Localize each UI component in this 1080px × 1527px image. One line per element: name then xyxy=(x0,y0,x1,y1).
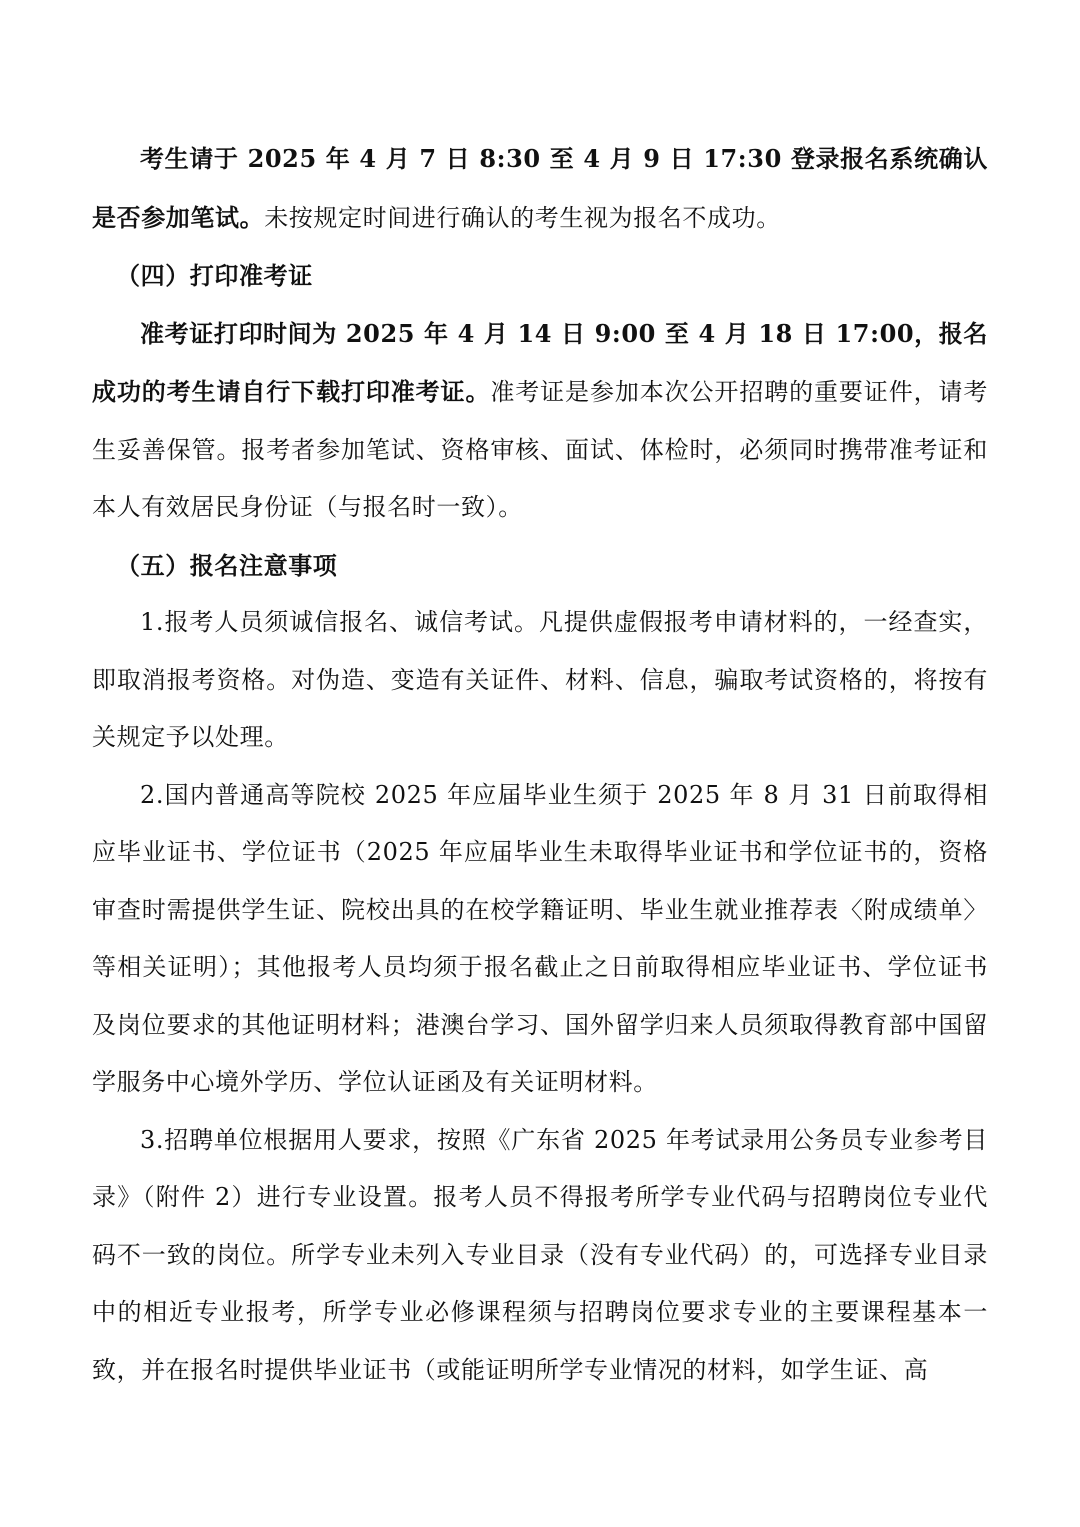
paragraph-graduates: 2.国内普通高等院校 2025 年应届毕业生须于 2025 年 8 月 31 日前取得相应毕业证书、学位证书（2025 年应届毕业生未取得毕业证书和学位证书的，资格审查时需提供学生证、院校出具的在校学籍证明、毕业生就业推荐表〈附成绩单〉等相关证明）；其他报考人员均须于报名截止之日前取得相应毕业证书、学位证书及岗位要求的其他证明材料；港澳台学习、国外留学归来人员须取得教育部中国留学服务中心境外学历、学位认证函及有关证明材料。 xyxy=(92,780,988,1096)
paragraph-integrity: 1.报考人员须诚信报名、诚信考试。凡提供虚假报考申请材料的，一经查实，即取消报考资格。对伪造、变造有关证件、材料、信息，骗取考试资格的，将按有关规定予以处理。 xyxy=(92,608,988,751)
paragraph-text: 未按规定时间进行确认的考生视为报名不成功。 xyxy=(264,203,781,232)
paragraph-bold-text: 考生请于 2025 年 4 月 7 日 8:30 至 4 月 9 日 17:30 登录报名系统确认是否参加笔试。 xyxy=(92,144,988,232)
paragraph-bold-text: 准考证打印时间为 2025 年 4 月 14 日 9:00 至 4 月 18 日 17:00，报名成功的考生请自行下载打印准考证。 xyxy=(92,318,988,406)
paragraph-admission-ticket xyxy=(92,305,988,537)
section-heading-print-admission: （四）打印准考证 xyxy=(116,261,313,290)
paragraph-text: 准考证是参加本次公开招聘的重要证件，请考生妥善保管。报考者参加笔试、资格审核、面试、体检时，必须同时携带准考证和本人有效居民身份证（与报名时一致）。 xyxy=(92,378,988,521)
paragraph-major-setting: 3.招聘单位根据用人要求，按照《广东省 2025 年考试录用公务员专业参考目录》（附件 2）进行专业设置。报考人员不得报考所学专业代码与招聘岗位专业代码不一致的岗位。所学专业未列入专业目录（没有专业代码）的，可选择专业目录中的相近专业报考，所学专业必修课程须与招聘岗位要求专业的主要课程基本一致，并在报名时提供毕业证书（或能证明所学专业情况的材料，如学生证、高 xyxy=(92,1125,988,1384)
paragraph-confirm-exam xyxy=(92,130,988,247)
section-heading-notes: （五）报名注意事项 xyxy=(116,550,338,580)
